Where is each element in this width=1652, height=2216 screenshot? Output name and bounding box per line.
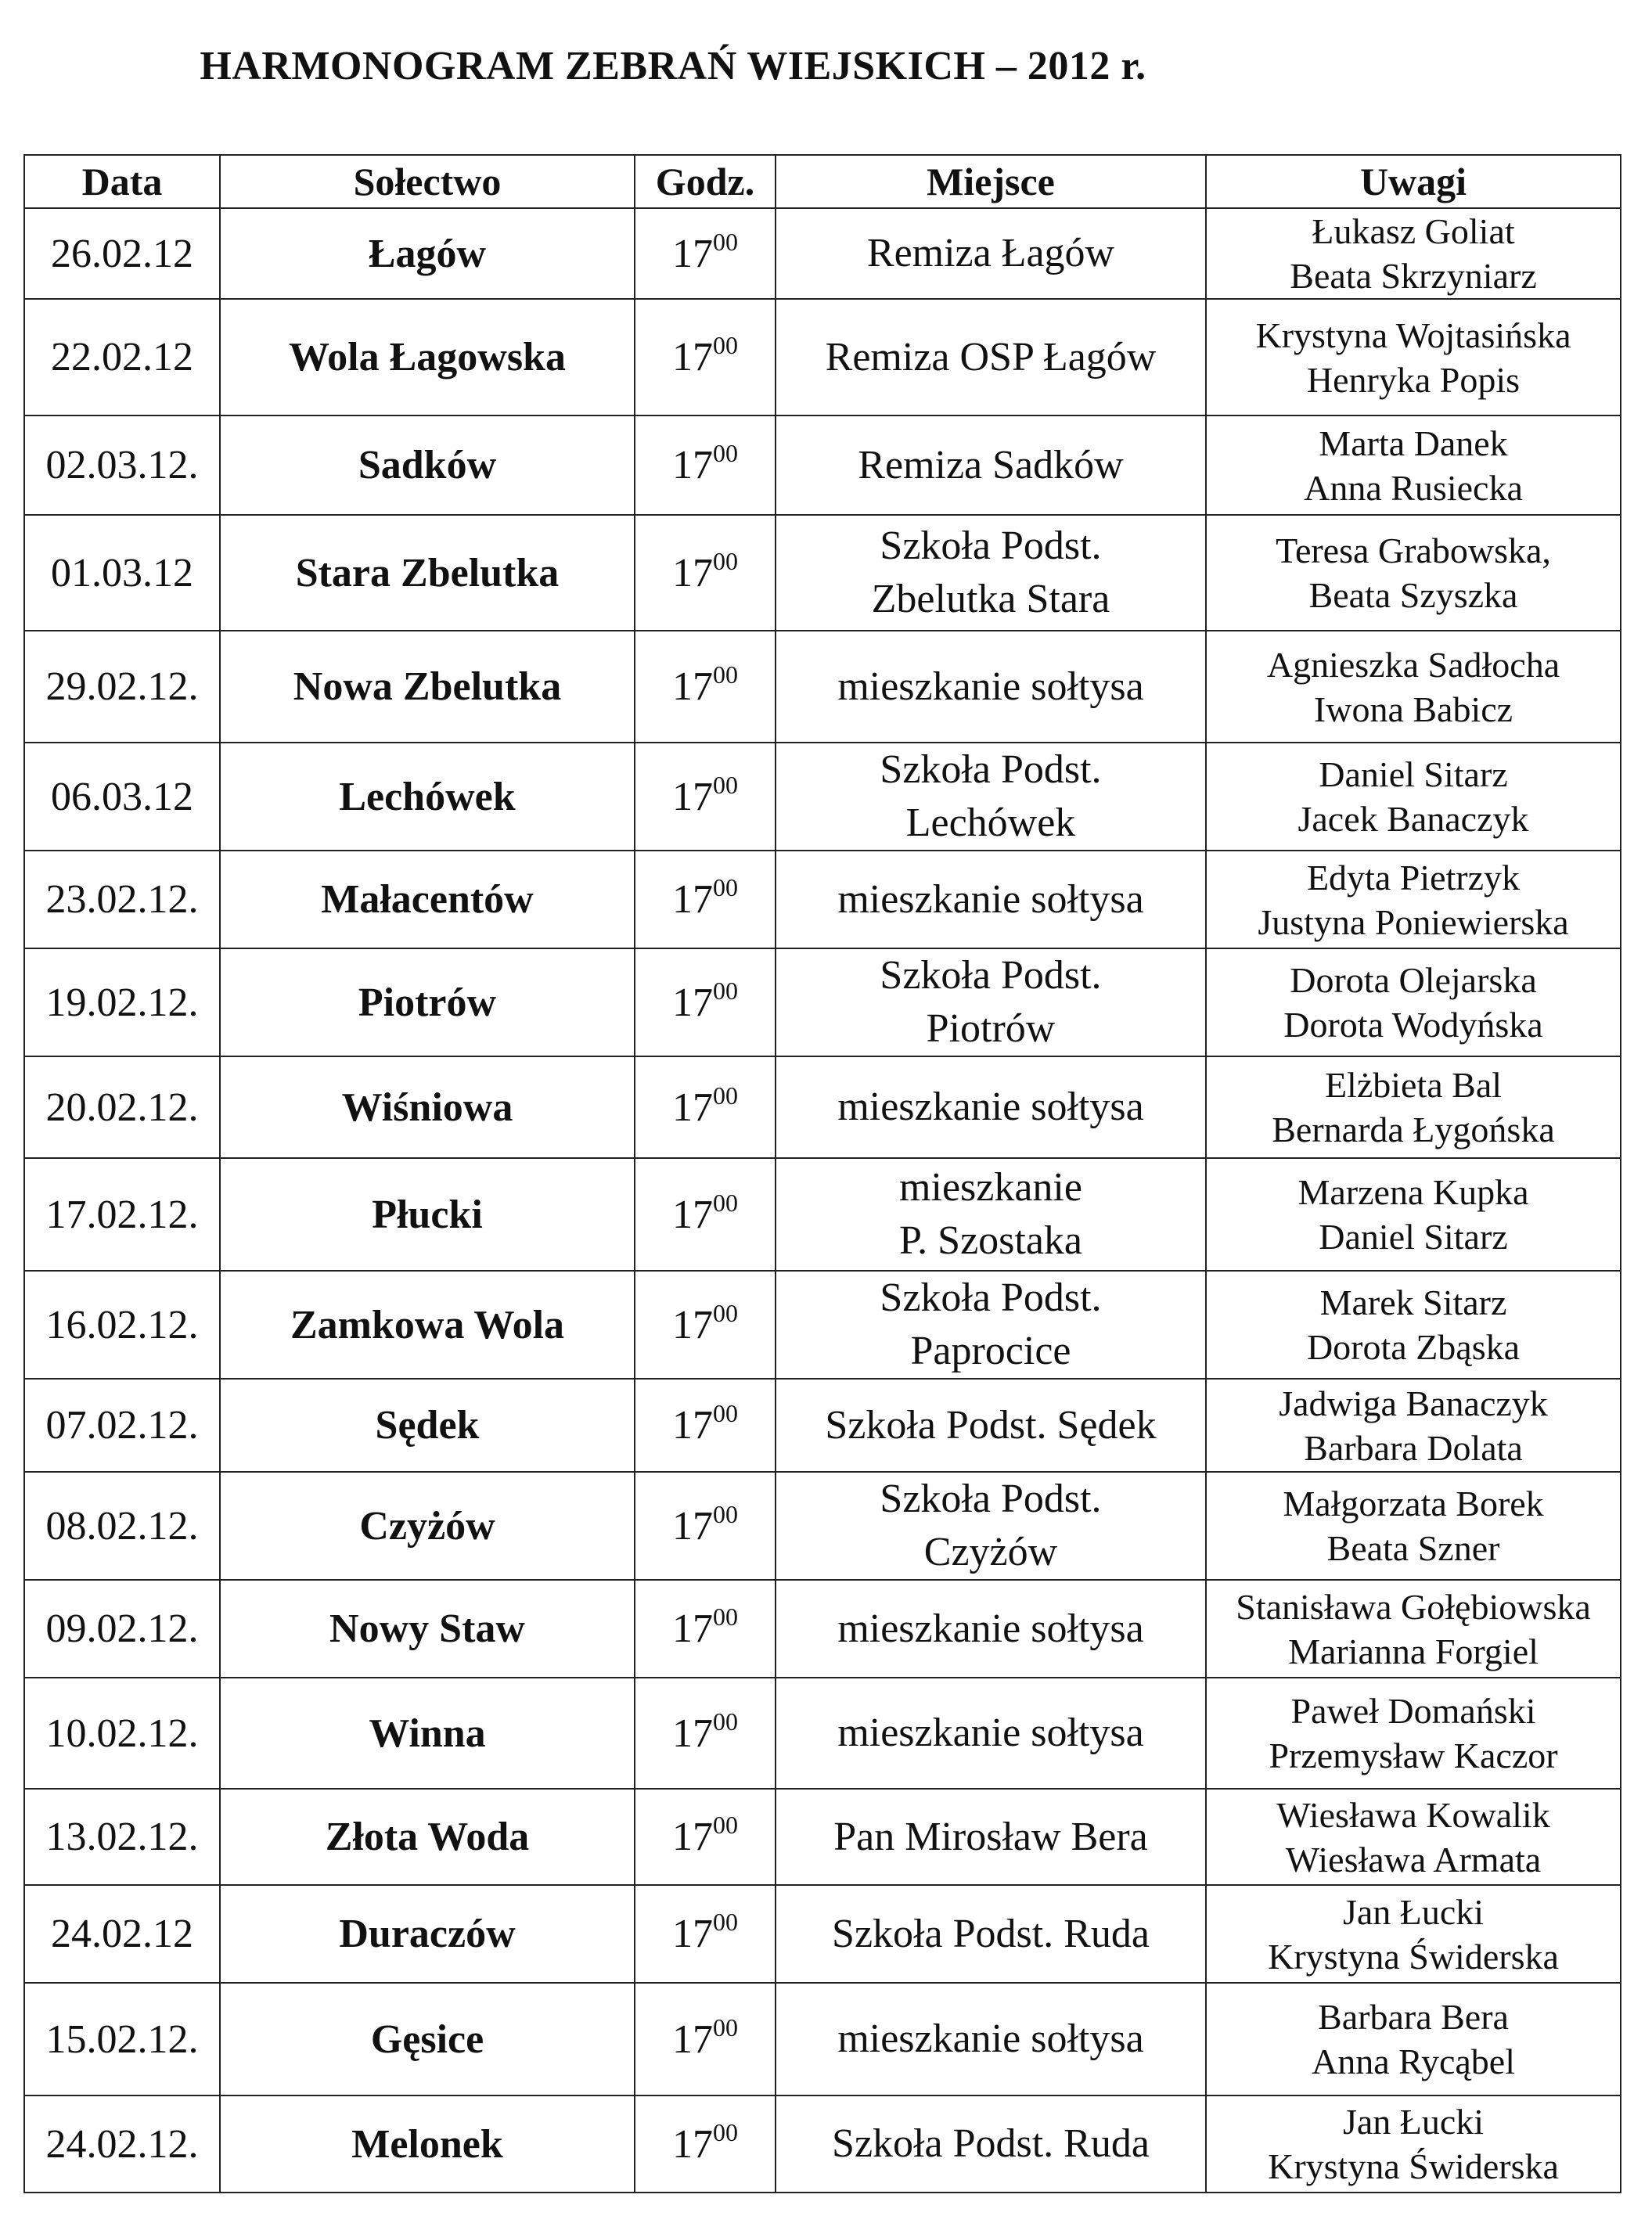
notes-line: Wiesława Kowalik xyxy=(1276,1794,1550,1835)
cell-notes xyxy=(1206,1056,1621,1158)
minutes-value: 00 xyxy=(713,1603,738,1631)
cell-date: 24.02.12 xyxy=(24,1885,220,1983)
cell-date: 07.02.12. xyxy=(24,1379,220,1472)
cell-date: 06.03.12 xyxy=(24,743,220,851)
header-row xyxy=(24,155,1621,208)
cell-notes xyxy=(1206,1678,1621,1789)
notes-line: Jacek Banaczyk xyxy=(1297,799,1529,839)
minutes-value: 00 xyxy=(713,873,738,901)
header-hour: Godz. xyxy=(635,155,776,208)
cell-hour xyxy=(635,1580,776,1678)
cell-hour xyxy=(635,1789,776,1885)
cell-notes xyxy=(1206,1158,1621,1271)
place-line: Szkoła Podst. Ruda xyxy=(832,2121,1150,2166)
place-line: P. Szostaka xyxy=(899,1218,1082,1263)
notes-line: Stanisława Gołębiowska xyxy=(1236,1586,1591,1627)
place-line: Szkoła Podst. xyxy=(880,1477,1102,1521)
cell-solectwo: Nowa Zbelutka xyxy=(220,631,635,743)
cell-solectwo: Zamkowa Wola xyxy=(220,1271,635,1379)
notes-line: Beata Skrzyniarz xyxy=(1290,256,1537,296)
cell-place xyxy=(776,1678,1206,1789)
notes-line: Małgorzata Borek xyxy=(1283,1484,1544,1524)
cell-place xyxy=(776,1580,1206,1678)
hour-value: 17 xyxy=(672,1815,713,1859)
cell-date: 23.02.12. xyxy=(24,851,220,948)
table-row xyxy=(24,1789,1621,1885)
notes-line: Anna Rycąbel xyxy=(1311,2042,1515,2081)
cell-date: 02.03.12. xyxy=(24,416,220,515)
cell-date: 29.02.12. xyxy=(24,631,220,743)
notes-line: Wiesława Armata xyxy=(1285,1839,1542,1880)
cell-hour xyxy=(635,948,776,1056)
cell-solectwo: Złota Woda xyxy=(220,1789,635,1885)
minutes-value: 00 xyxy=(713,976,738,1005)
place-line: Remiza Łagów xyxy=(866,231,1115,275)
notes-line: Edyta Pietrzyk xyxy=(1306,857,1521,898)
cell-notes xyxy=(1206,416,1621,515)
cell-hour xyxy=(635,416,776,515)
cell-place xyxy=(776,743,1206,851)
notes-line: Marta Danek xyxy=(1319,423,1508,463)
cell-hour xyxy=(635,2095,776,2193)
minutes-value: 00 xyxy=(713,2117,738,2146)
cell-place xyxy=(776,1158,1206,1271)
notes-line: Krystyna Wojtasińska xyxy=(1255,315,1571,355)
cell-hour xyxy=(635,1678,776,1789)
minutes-value: 00 xyxy=(713,546,738,575)
hour-value: 17 xyxy=(672,1912,713,1956)
table-row xyxy=(24,1158,1621,1271)
hour-value: 17 xyxy=(672,2121,713,2167)
cell-notes xyxy=(1206,1271,1621,1379)
cell-hour xyxy=(635,515,776,631)
hour-value: 17 xyxy=(672,1711,713,1756)
cell-notes xyxy=(1206,208,1621,299)
minutes-value: 00 xyxy=(713,227,738,256)
cell-place xyxy=(776,1379,1206,1472)
cell-notes xyxy=(1206,1983,1621,2095)
cell-notes xyxy=(1206,743,1621,851)
minutes-value: 00 xyxy=(713,1188,738,1217)
cell-hour xyxy=(635,1271,776,1379)
cell-place xyxy=(776,1271,1206,1379)
notes-line: Daniel Sitarz xyxy=(1319,1217,1508,1257)
cell-solectwo: Sędek xyxy=(220,1379,635,1472)
notes-line: Jan Łucki xyxy=(1342,1891,1485,1932)
cell-hour xyxy=(635,1983,776,2095)
notes-line: Barbara Dolata xyxy=(1304,1427,1523,1468)
notes-line: Agnieszka Sadłocha xyxy=(1266,644,1560,685)
cell-notes xyxy=(1206,2095,1621,2193)
cell-place xyxy=(776,1983,1206,2095)
minutes-value: 00 xyxy=(713,1908,738,1936)
cell-solectwo: Wiśniowa xyxy=(220,1056,635,1158)
cell-solectwo: Nowy Staw xyxy=(220,1580,635,1678)
cell-hour xyxy=(635,208,776,299)
document-title: HARMONOGRAM ZEBRAŃ WIEJSKICH – 2012 r. xyxy=(200,44,1146,88)
notes-line: Przemysław Kaczor xyxy=(1269,1736,1558,1775)
minutes-value: 00 xyxy=(713,2013,738,2042)
place-line: Lechówek xyxy=(905,800,1076,845)
cell-date: 22.02.12 xyxy=(24,299,220,416)
notes-line: Dorota Wodyńska xyxy=(1283,1005,1543,1045)
notes-line: Henryka Popis xyxy=(1306,359,1521,400)
cell-place xyxy=(776,1789,1206,1885)
cell-place xyxy=(776,1056,1206,1158)
cell-date: 20.02.12. xyxy=(24,1056,220,1158)
notes-line: Marek Sitarz xyxy=(1319,1282,1507,1322)
hour-value: 17 xyxy=(672,1302,713,1347)
cell-hour xyxy=(635,631,776,743)
cell-notes xyxy=(1206,299,1621,416)
table-row xyxy=(24,851,1621,948)
cell-hour xyxy=(635,1472,776,1580)
minutes-value: 00 xyxy=(713,439,738,467)
hour-value: 17 xyxy=(672,2016,713,2062)
cell-place xyxy=(776,2095,1206,2193)
table-row xyxy=(24,1885,1621,1983)
header-solectwo: Sołectwo xyxy=(220,155,635,208)
place-line: mieszkanie sołtysa xyxy=(837,1711,1144,1755)
table-row xyxy=(24,1678,1621,1789)
notes-line: Dorota Olejarska xyxy=(1290,960,1537,1000)
minutes-value: 00 xyxy=(713,770,738,799)
table-row xyxy=(24,208,1621,299)
hour-value: 17 xyxy=(672,335,713,380)
hour-value: 17 xyxy=(672,231,713,276)
notes-line: Iwona Babicz xyxy=(1313,689,1513,729)
place-line: Szkoła Podst. xyxy=(880,523,1102,568)
cell-hour xyxy=(635,1158,776,1271)
cell-solectwo: Lechówek xyxy=(220,743,635,851)
notes-line: Anna Rusiecka xyxy=(1304,467,1523,508)
cell-date: 09.02.12. xyxy=(24,1580,220,1678)
table-row xyxy=(24,515,1621,631)
cell-place xyxy=(776,1472,1206,1580)
cell-place xyxy=(776,515,1206,631)
notes-line: Jan Łucki xyxy=(1342,2102,1485,2142)
cell-place xyxy=(776,851,1206,948)
hour-value: 17 xyxy=(672,1606,713,1651)
minutes-value: 00 xyxy=(713,1399,738,1427)
place-line: Paprocice xyxy=(910,1329,1071,1373)
cell-notes xyxy=(1206,948,1621,1056)
table-row xyxy=(24,1056,1621,1158)
cell-notes xyxy=(1206,1379,1621,1472)
hour-value: 17 xyxy=(672,877,713,922)
notes-line: Krystyna Świderska xyxy=(1268,1936,1559,1977)
cell-solectwo: Duraczów xyxy=(220,1885,635,1983)
cell-solectwo: Płucki xyxy=(220,1158,635,1271)
notes-line: Krystyna Świderska xyxy=(1268,2146,1559,2186)
header-date: Data xyxy=(24,155,220,208)
cell-hour xyxy=(635,299,776,416)
notes-line: Teresa Grabowska, xyxy=(1276,531,1551,570)
notes-line: Dorota Zbąska xyxy=(1306,1327,1521,1367)
cell-solectwo: Czyżów xyxy=(220,1472,635,1580)
minutes-value: 00 xyxy=(713,660,738,689)
cell-solectwo: Piotrów xyxy=(220,948,635,1056)
notes-line: Elżbieta Bal xyxy=(1324,1065,1503,1105)
cell-place xyxy=(776,1885,1206,1983)
header-notes: Uwagi xyxy=(1206,155,1621,208)
notes-line: Marzena Kupka xyxy=(1297,1172,1529,1212)
notes-line: Jadwiga Banaczyk xyxy=(1279,1383,1548,1423)
notes-line: Paweł Domański xyxy=(1290,1691,1536,1731)
cell-solectwo: Wola Łagowska xyxy=(220,299,635,416)
cell-place xyxy=(776,416,1206,515)
place-line: Remiza OSP Łagów xyxy=(825,334,1157,380)
place-line: Pan Mirosław Bera xyxy=(833,1814,1148,1859)
hour-value: 17 xyxy=(672,550,713,595)
cell-notes xyxy=(1206,1580,1621,1678)
cell-date: 17.02.12. xyxy=(24,1158,220,1271)
cell-solectwo: Sadków xyxy=(220,416,635,515)
cell-notes xyxy=(1206,851,1621,948)
cell-date: 26.02.12 xyxy=(24,208,220,299)
cell-hour xyxy=(635,1056,776,1158)
cell-hour xyxy=(635,851,776,948)
table-row xyxy=(24,948,1621,1056)
cell-place xyxy=(776,208,1206,299)
hour-value: 17 xyxy=(672,1085,713,1130)
place-line: Remiza Sadków xyxy=(858,442,1124,487)
minutes-value: 00 xyxy=(713,1811,738,1839)
notes-line: Beata Szyszka xyxy=(1308,575,1518,615)
notes-line: Beata Szner xyxy=(1326,1528,1500,1568)
cell-solectwo: Gęsice xyxy=(220,1983,635,2095)
notes-line: Łukasz Goliat xyxy=(1312,211,1515,251)
cell-notes xyxy=(1206,1472,1621,1580)
cell-date: 15.02.12. xyxy=(24,1983,220,2095)
place-line: Zbelutka Stara xyxy=(871,577,1110,621)
place-line: mieszkanie sołtysa xyxy=(837,876,1144,922)
cell-place xyxy=(776,631,1206,743)
notes-line: Bernarda Łygońska xyxy=(1272,1110,1555,1149)
notes-line: Justyna Poniewierska xyxy=(1258,901,1569,942)
place-line: mieszkanie sołtysa xyxy=(837,664,1144,709)
table-row xyxy=(24,1580,1621,1678)
hour-value: 17 xyxy=(672,980,713,1025)
cell-hour xyxy=(635,1885,776,1983)
place-line: mieszkanie sołtysa xyxy=(837,1085,1144,1129)
table-row xyxy=(24,1983,1621,2095)
cell-hour xyxy=(635,743,776,851)
notes-line: Barbara Bera xyxy=(1318,1997,1509,2037)
schedule-table xyxy=(23,154,1621,2193)
cell-hour xyxy=(635,1379,776,1472)
notes-line: Daniel Sitarz xyxy=(1319,754,1508,794)
cell-date: 24.02.12. xyxy=(24,2095,220,2193)
cell-date: 19.02.12. xyxy=(24,948,220,1056)
notes-line: Marianna Forgiel xyxy=(1288,1631,1539,1671)
minutes-value: 00 xyxy=(713,331,738,359)
cell-solectwo: Winna xyxy=(220,1678,635,1789)
table-row xyxy=(24,1379,1621,1472)
minutes-value: 00 xyxy=(713,1707,738,1736)
hour-value: 17 xyxy=(672,443,713,487)
cell-notes xyxy=(1206,1789,1621,1885)
hour-value: 17 xyxy=(672,664,713,709)
table-row xyxy=(24,631,1621,743)
cell-notes xyxy=(1206,631,1621,743)
place-line: Szkoła Podst. Sędek xyxy=(825,1402,1157,1448)
table-row xyxy=(24,299,1621,416)
cell-place xyxy=(776,948,1206,1056)
place-line: mieszkanie sołtysa xyxy=(837,2016,1144,2061)
cell-solectwo: Łagów xyxy=(220,208,635,299)
table-row xyxy=(24,1271,1621,1379)
place-line: Szkoła Podst. Ruda xyxy=(832,1911,1150,1956)
place-line: mieszkanie sołtysa xyxy=(837,1606,1144,1651)
cell-date: 16.02.12. xyxy=(24,1271,220,1379)
minutes-value: 00 xyxy=(713,1081,738,1110)
place-line: Szkoła Podst. xyxy=(880,1275,1102,1320)
cell-place xyxy=(776,299,1206,416)
cell-notes xyxy=(1206,515,1621,631)
hour-value: 17 xyxy=(672,774,713,819)
place-line: Szkoła Podst. xyxy=(880,953,1102,998)
place-line: Czyżów xyxy=(923,1530,1058,1574)
cell-date: 01.03.12 xyxy=(24,515,220,631)
minutes-value: 00 xyxy=(713,1499,738,1528)
minutes-value: 00 xyxy=(713,1298,738,1327)
cell-date: 08.02.12. xyxy=(24,1472,220,1580)
table-row xyxy=(24,416,1621,515)
cell-solectwo: Melonek xyxy=(220,2095,635,2193)
cell-solectwo: Stara Zbelutka xyxy=(220,515,635,631)
header-place: Miejsce xyxy=(776,155,1206,208)
table-row xyxy=(24,743,1621,851)
place-line: Szkoła Podst. xyxy=(880,747,1102,792)
hour-value: 17 xyxy=(672,1503,713,1549)
table-row xyxy=(24,2095,1621,2193)
hour-value: 17 xyxy=(672,1192,713,1237)
place-line: mieszkanie xyxy=(899,1165,1082,1210)
place-line: Piotrów xyxy=(926,1006,1056,1051)
hour-value: 17 xyxy=(672,1403,713,1448)
cell-date: 13.02.12. xyxy=(24,1789,220,1885)
cell-solectwo: Małacentów xyxy=(220,851,635,948)
cell-notes xyxy=(1206,1885,1621,1983)
table-row xyxy=(24,1472,1621,1580)
cell-date: 10.02.12. xyxy=(24,1678,220,1789)
